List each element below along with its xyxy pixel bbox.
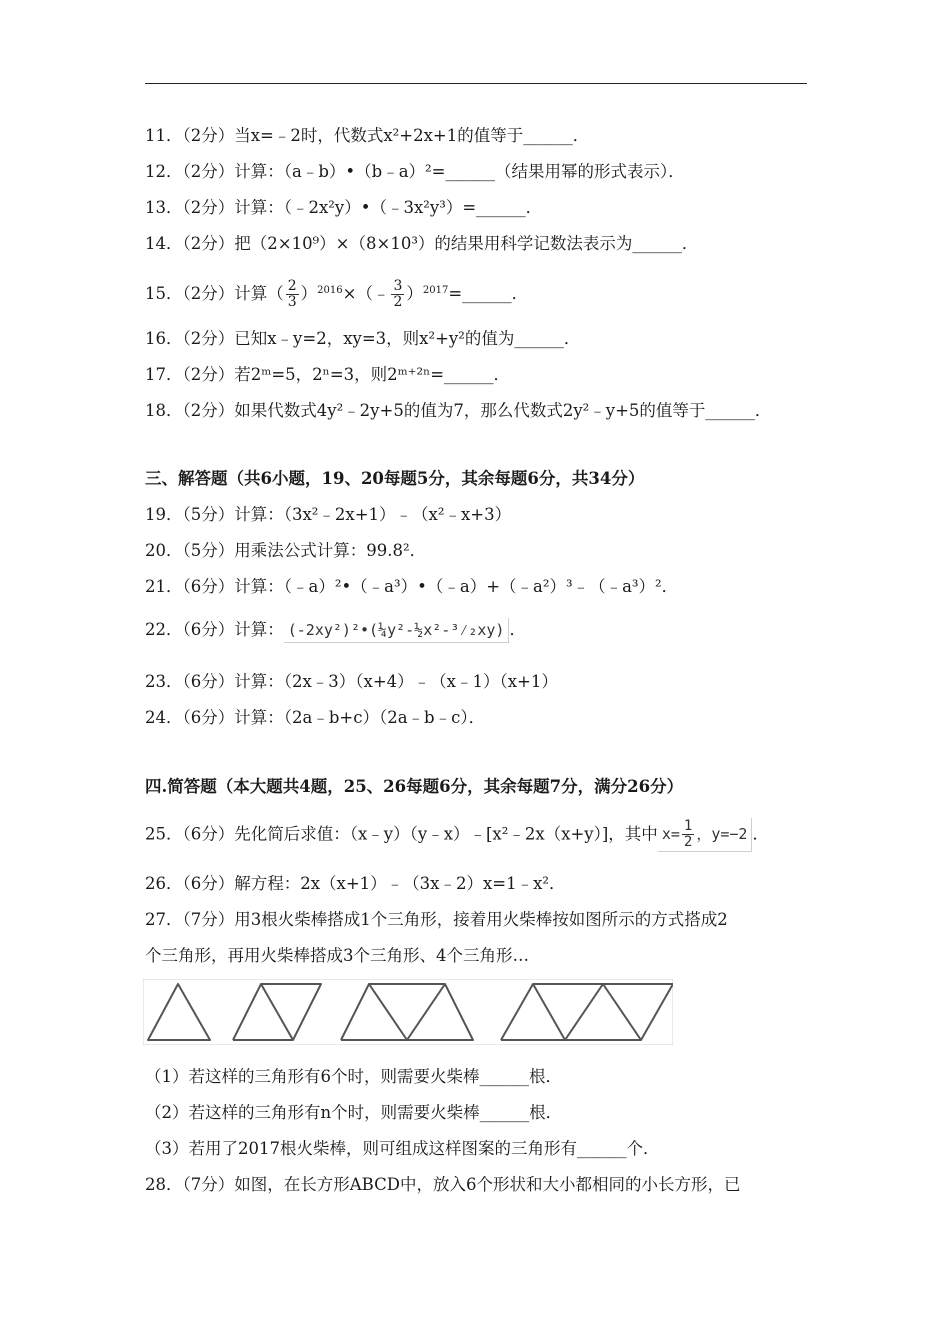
- fraction-denominator: 2: [683, 834, 693, 850]
- figure-border: [143, 979, 673, 1045]
- problem-13: 13．（2分）计算：（﹣2x²y）•（﹣3x²y³）=______．: [145, 198, 543, 217]
- three-triangles-outline: [341, 984, 473, 1040]
- problem-22: [145, 618, 526, 643]
- problem-27-line-1: 27．（7分）用3根火柴棒搭成1个三角形，接着用火柴棒按如图所示的方式搭成2: [145, 910, 728, 929]
- problem-27-q1: （1）若这样的三角形有6个时，则需要火柴棒______根．: [145, 1067, 562, 1086]
- problem-27-q3: （3）若用了2017根火柴棒，则可组成这样图案的三角形有______个．: [145, 1139, 660, 1158]
- fraction-numerator: 2: [287, 278, 297, 294]
- problem-14: 14．（2分）把（2×10⁹）×（8×10³）的结果用科学记数法表示为______．: [145, 234, 699, 253]
- problem-28: 28．（7分）如图，在长方形ABCD中，放入6个形状和大小都相同的小长方形，已: [145, 1175, 741, 1194]
- matchstick-triangles-figure: [143, 979, 673, 1045]
- formula-image: (-2xy²)²•(¼y²-½x²-³⁄₂xy): [284, 618, 510, 643]
- fraction-numerator: 3: [393, 278, 403, 294]
- period: ．: [509, 620, 526, 639]
- problem-12: 12．（2分）计算：（a﹣b）•（b﹣a）²=______（结果用幂的形式表示）．: [145, 162, 685, 181]
- problem-15: [145, 279, 528, 310]
- exponent-2016: 2016: [317, 285, 343, 296]
- problem-15-text: 15．（2分）计算（: [145, 284, 284, 303]
- section-3-heading: 三、解答题（共6小题，19、20每题5分，其余每题6分，共34分）: [145, 469, 645, 488]
- period: ．: [752, 824, 769, 844]
- problem-16: 16．（2分）已知x﹣y=2，xy=3，则x²+y²的值为______．: [145, 329, 581, 348]
- divider: [369, 984, 407, 1040]
- divider: [533, 984, 565, 1040]
- problem-27-q2: （2）若这样的三角形有n个时，则需要火柴棒______根．: [145, 1103, 563, 1122]
- header-rule: [145, 83, 807, 84]
- fraction-numerator: 1: [683, 818, 693, 834]
- fraction-three-halves: [391, 279, 404, 310]
- one-triangle: [148, 984, 210, 1040]
- problem-25-text: 25．（6分）先化简后求值：（x﹣y）（y﹣x）﹣[x²﹣2x（x+y）]，其中: [145, 824, 658, 844]
- problem-26: 26．（6分）解方程：2x（x+1）﹣（3x﹣2）x=1﹣x²．: [145, 874, 566, 893]
- times-negative: ×（﹣: [342, 284, 390, 303]
- exponent-2017: 2017: [422, 285, 449, 296]
- problem-17: 17．（2分）若2ᵐ=5，2ⁿ=3，则2ᵐ⁺²ⁿ=______．: [145, 365, 511, 384]
- fraction-two-thirds: [286, 279, 299, 310]
- divider: [565, 984, 603, 1040]
- divider: [407, 984, 445, 1040]
- paren-close: ）: [300, 284, 318, 303]
- problem-23: 23．（6分）计算：（2x﹣3）（x+4）﹣（x﹣1）（x+1）: [145, 672, 558, 691]
- fraction-one-half: [682, 819, 694, 850]
- problem-21: 21．（6分）计算：（﹣a）²•（﹣a³）•（﹣a）+（﹣a²）³﹣（﹣a³）²．: [145, 577, 679, 596]
- problem-24: 24．（6分）计算：（2a﹣b+c）（2a﹣b﹣c）．: [145, 708, 486, 727]
- section-4-heading: 四.简答题（本大题共4题，25、26每题6分，其余每题7分，满分26分）: [145, 777, 684, 796]
- problem-11: 11．（2分）当x=﹣2时，代数式x²+2x+1的值等于______．: [145, 126, 590, 145]
- problem-22-text: 22．（6分）计算：: [145, 620, 284, 639]
- condition-image: [658, 818, 753, 852]
- answer-blank: =______．: [448, 284, 529, 303]
- divider: [603, 984, 641, 1040]
- problem-18: 18．（2分）如果代数式4y²﹣2y+5的值为7，那么代数式2y²﹣y+5的值等于______．: [145, 401, 772, 420]
- problem-25: [145, 818, 769, 852]
- paren-close: ）: [406, 284, 423, 303]
- problem-27-line-2: 个三角形，再用火柴棒搭成3个三角形、4个三角形…: [145, 946, 529, 965]
- y-equals: ，y=−2: [696, 825, 748, 843]
- two-triangles-divider: [261, 984, 293, 1040]
- fraction-denominator: 2: [393, 294, 403, 310]
- problem-20: 20．（5分）用乘法公式计算：99.8²．: [145, 541, 427, 560]
- fraction-denominator: 3: [287, 294, 297, 310]
- four-triangles-outline: [501, 984, 673, 1040]
- problem-19: 19．（5分）计算：（3x²﹣2x+1）﹣（x²﹣x+3）: [145, 505, 512, 524]
- x-equals: x=: [661, 825, 680, 843]
